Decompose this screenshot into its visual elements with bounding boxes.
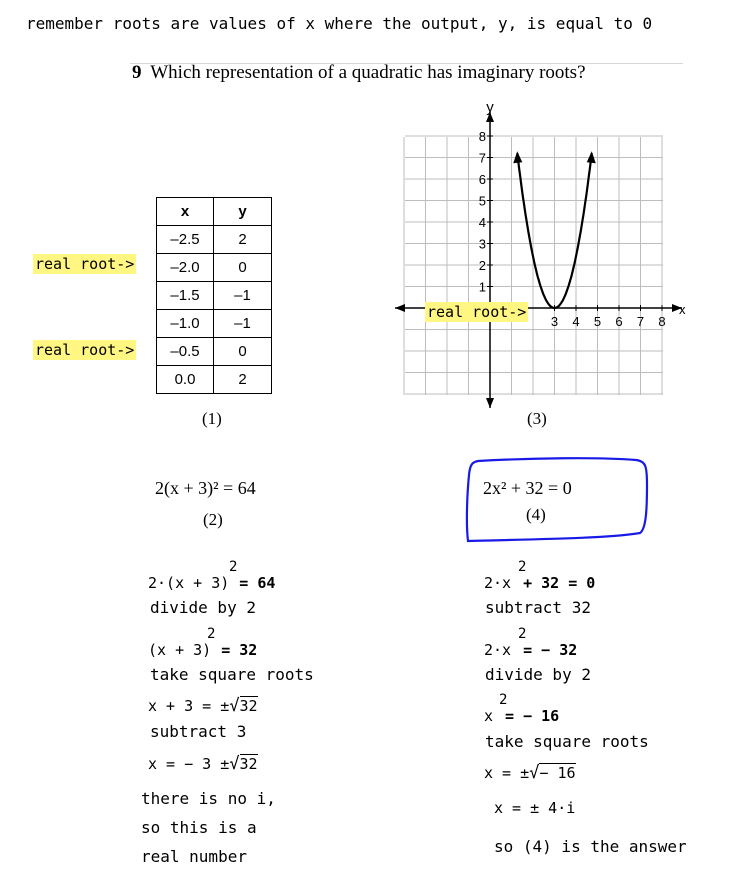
expr: x = ± bbox=[484, 764, 530, 782]
graph-grid bbox=[404, 136, 666, 395]
table-cell: –1 bbox=[214, 310, 272, 338]
table-cell: –1 bbox=[214, 282, 272, 310]
table-cell: 0.0 bbox=[157, 366, 214, 394]
y-tick-label: 2 bbox=[478, 258, 486, 273]
comment-line-2: so this is a bbox=[141, 818, 257, 837]
work-right-step-4: divide by 2 bbox=[485, 665, 591, 684]
xy-table bbox=[156, 197, 272, 394]
work-right-step-5 bbox=[484, 707, 559, 725]
expr: 2·x bbox=[484, 641, 512, 659]
real-root-annotation: real root-> bbox=[35, 255, 135, 273]
table-cell: –1.5 bbox=[157, 282, 214, 310]
y-tick-label: 6 bbox=[478, 172, 486, 187]
exponent: 2 bbox=[518, 559, 527, 575]
x-tick-label: 6 bbox=[615, 314, 623, 329]
label-representation-1: (1) bbox=[202, 409, 222, 428]
y-tick-label: 5 bbox=[478, 193, 486, 209]
graph-ticks bbox=[479, 129, 666, 329]
exponent: 2 bbox=[518, 626, 527, 642]
expr-rhs: = − 32 bbox=[523, 641, 578, 659]
arrow-left-icon bbox=[395, 304, 405, 312]
label-representation-4: (4) bbox=[526, 505, 546, 524]
work-right-step-7 bbox=[484, 763, 576, 783]
work-left-step-5 bbox=[148, 696, 258, 716]
expr: 2·(x + 3) bbox=[148, 574, 230, 592]
work-right-step-6: take square roots bbox=[485, 732, 649, 751]
x-tick-label: 4 bbox=[572, 314, 580, 329]
work-left-step-4: take square roots bbox=[150, 665, 314, 684]
answer-statement: so (4) is the answer bbox=[494, 837, 687, 856]
expr-rhs: = 64 bbox=[239, 574, 276, 592]
equation-4: 2x² + 32 = 0 bbox=[483, 478, 572, 498]
table-cell: 2 bbox=[214, 366, 272, 394]
table-cell: 2 bbox=[214, 226, 272, 254]
x-axis-label: x bbox=[679, 302, 686, 317]
sqrt-icon: √ bbox=[229, 696, 240, 716]
table-row bbox=[157, 226, 272, 254]
question-text: Which representation of a quadratic has imaginary roots? bbox=[150, 62, 586, 83]
y-tick-label: 3 bbox=[478, 236, 486, 252]
expr: x bbox=[484, 707, 494, 725]
expr-rhs: = − 16 bbox=[505, 707, 560, 725]
radicand: 32 bbox=[239, 755, 258, 773]
y-tick-label: 1 bbox=[478, 279, 486, 295]
table-cell: –2.0 bbox=[157, 254, 214, 282]
expr-rhs: = 32 bbox=[221, 641, 258, 659]
x-tick-label: 7 bbox=[636, 314, 645, 329]
question-heading bbox=[132, 62, 586, 84]
sqrt-icon: √ bbox=[529, 763, 540, 783]
equation-2: 2(x + 3)² = 64 bbox=[155, 478, 256, 498]
table-cell: –1.0 bbox=[157, 310, 214, 338]
table-cell: 0 bbox=[214, 338, 272, 366]
exponent: 2 bbox=[229, 559, 238, 575]
y-tick-label: 7 bbox=[478, 150, 486, 166]
top-note: remember roots are values of x where the output, y, is equal to 0 bbox=[26, 14, 653, 33]
work-left-step-6: subtract 3 bbox=[150, 722, 247, 741]
radicand: 32 bbox=[239, 697, 258, 715]
x-tick-label: 8 bbox=[658, 314, 666, 329]
table-row bbox=[157, 282, 272, 310]
exponent: 2 bbox=[207, 626, 216, 642]
parabola-graph bbox=[390, 100, 690, 412]
work-right-step-2: subtract 32 bbox=[485, 598, 591, 617]
expr: (x + 3) bbox=[148, 641, 212, 659]
exponent: 2 bbox=[499, 692, 508, 708]
work-left-step-3 bbox=[148, 641, 257, 659]
arrow-down-icon bbox=[486, 398, 494, 408]
table-row bbox=[157, 254, 272, 282]
y-axis-label: y bbox=[486, 100, 494, 116]
table-row bbox=[157, 310, 272, 338]
y-tick-label: 8 bbox=[478, 129, 486, 144]
x-tick-label: 3 bbox=[550, 314, 559, 329]
table-cell: 0 bbox=[214, 254, 272, 282]
expr: x + 3 = ± bbox=[148, 697, 230, 715]
comment-line-3: real number bbox=[141, 847, 247, 866]
work-left-step-7 bbox=[148, 754, 258, 774]
answer-circle bbox=[460, 455, 652, 547]
work-right-step-8: x = ± 4·i bbox=[494, 799, 576, 817]
table-row bbox=[157, 366, 272, 394]
comment-line-1: there is no i, bbox=[141, 789, 276, 808]
question-number: 9 bbox=[132, 62, 142, 83]
expr: x = − 3 ± bbox=[148, 755, 230, 773]
work-left-step-2: divide by 2 bbox=[150, 598, 256, 617]
real-root-annotation: real root-> bbox=[35, 341, 135, 359]
label-representation-3: (3) bbox=[527, 409, 547, 428]
y-tick-label: 4 bbox=[478, 215, 486, 230]
radicand: − 16 bbox=[539, 764, 576, 782]
expr-rhs: + 32 = 0 bbox=[523, 574, 596, 592]
label-representation-2: (2) bbox=[203, 510, 223, 529]
table-header-x: x bbox=[157, 198, 214, 226]
table-row bbox=[157, 338, 272, 366]
sqrt-icon: √ bbox=[229, 754, 240, 774]
table-header-y: y bbox=[214, 198, 272, 226]
work-right-step-3 bbox=[484, 641, 577, 659]
table-header-row bbox=[157, 198, 272, 226]
work-right-step-1 bbox=[484, 574, 595, 592]
graph-axes bbox=[395, 112, 682, 408]
work-left-step-1 bbox=[148, 574, 275, 592]
table-cell: –2.5 bbox=[157, 226, 214, 254]
expr: 2·x bbox=[484, 574, 512, 592]
real-root-annotation: real root-> bbox=[427, 303, 527, 321]
x-tick-label: 5 bbox=[593, 314, 602, 329]
table-cell: –0.5 bbox=[157, 338, 214, 366]
